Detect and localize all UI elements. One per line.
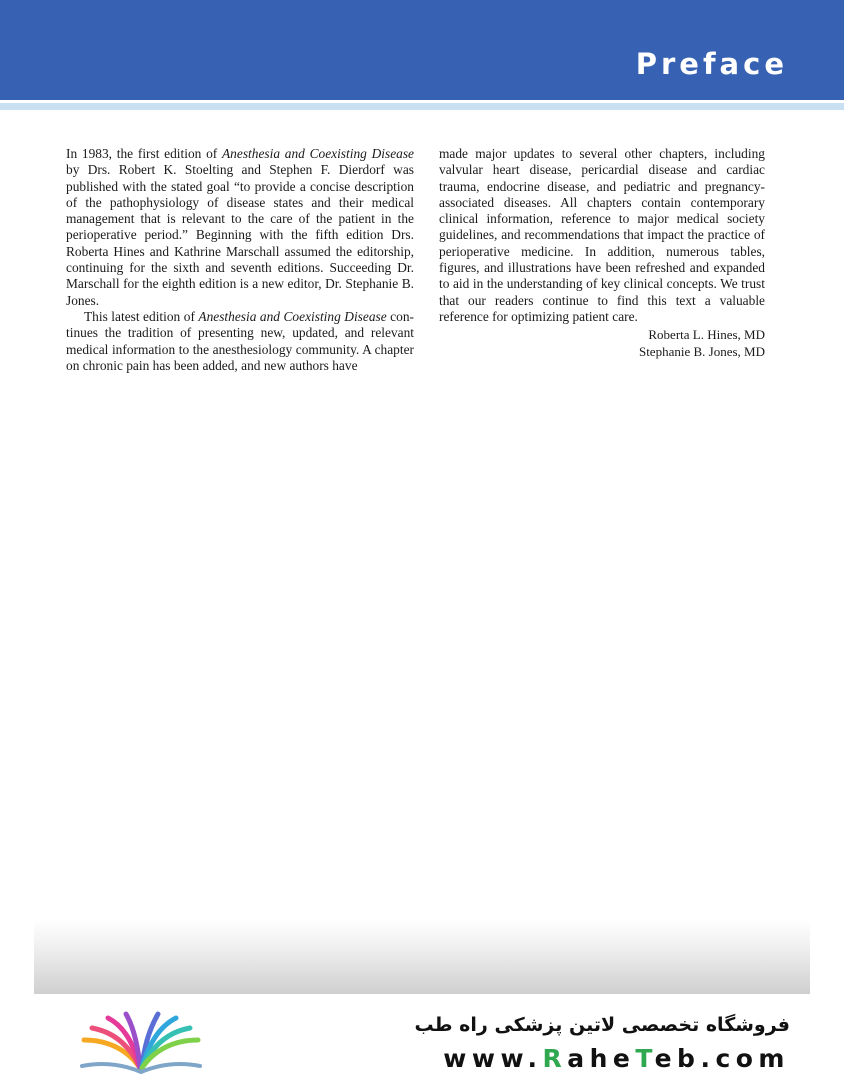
- url-part: www.: [443, 1044, 543, 1073]
- paragraph-2-text-a: This latest edition of: [84, 308, 199, 324]
- signature-block: [439, 327, 765, 360]
- store-name: فروشگاه تخصصی لاتین پزشکی راه طب: [414, 1014, 790, 1036]
- url-part: ahe: [567, 1044, 636, 1073]
- url-part-highlight: R: [542, 1044, 568, 1073]
- open-book-logo-icon: [78, 1010, 204, 1076]
- paragraph-1: [66, 146, 414, 309]
- paragraph-2-text-b: continues the tradition of presenting new, updated, and relevant medical information to the anesthesiology community. A chapter on chronic pain has been added, and new authors have: [66, 308, 414, 373]
- url-part: eb.com: [654, 1044, 790, 1073]
- left-column: [66, 146, 414, 374]
- paragraph-1-text-b: by Drs. Robert K. Stoelting and Stephen F. Dierdorf was published with the stated goal “to provide a concise description of the pathophysiology of disease states and their medical management that is relevant to the care of the patient in the perioperative period.” Beginning with the fifth edition Drs. Roberta Hines and Kathrine Marschall assumed the editorship, continuing for the sixth and seventh editions. Succeeding Dr. Marschall for the eighth edition is a new editor, Dr. Stephanie B. Jones.: [66, 162, 414, 308]
- book-title-ref: Anesthesia and Coexisting Disease: [198, 308, 387, 324]
- site-url: [443, 1044, 790, 1073]
- book-title-ref: Anesthesia and Coexisting Disease: [222, 146, 414, 161]
- signature-name: Roberta L. Hines, MD: [648, 327, 765, 343]
- footer-shadow: [34, 920, 810, 994]
- header-rule-light: [0, 103, 844, 110]
- paragraph-1-text-a: In 1983, the first edition of: [66, 146, 222, 161]
- paragraph-2: [66, 309, 414, 374]
- paragraph-3: made major updates to several other chapters, including valvular heart disease, pericardial disease and cardiac trauma, endocrine disease, and pediatric and pregnancy-associated diseases. All chapters contain contemporary clinical information, reference to major medical society guidelines, and recommendations that impact the practice of perioperative medicine. In addition, numerous tables, figures, and illustrations have been refreshed and expanded to aid in the understanding of key clinical concepts. We trust that our readers continue to find this text a valuable reference for optimizing patient care.: [439, 146, 765, 324]
- page-title: Preface: [635, 47, 788, 81]
- header-band: [0, 0, 844, 100]
- signature-name: Stephanie B. Jones, MD: [638, 343, 765, 359]
- right-column: [439, 146, 765, 360]
- url-part-highlight: T: [635, 1044, 655, 1073]
